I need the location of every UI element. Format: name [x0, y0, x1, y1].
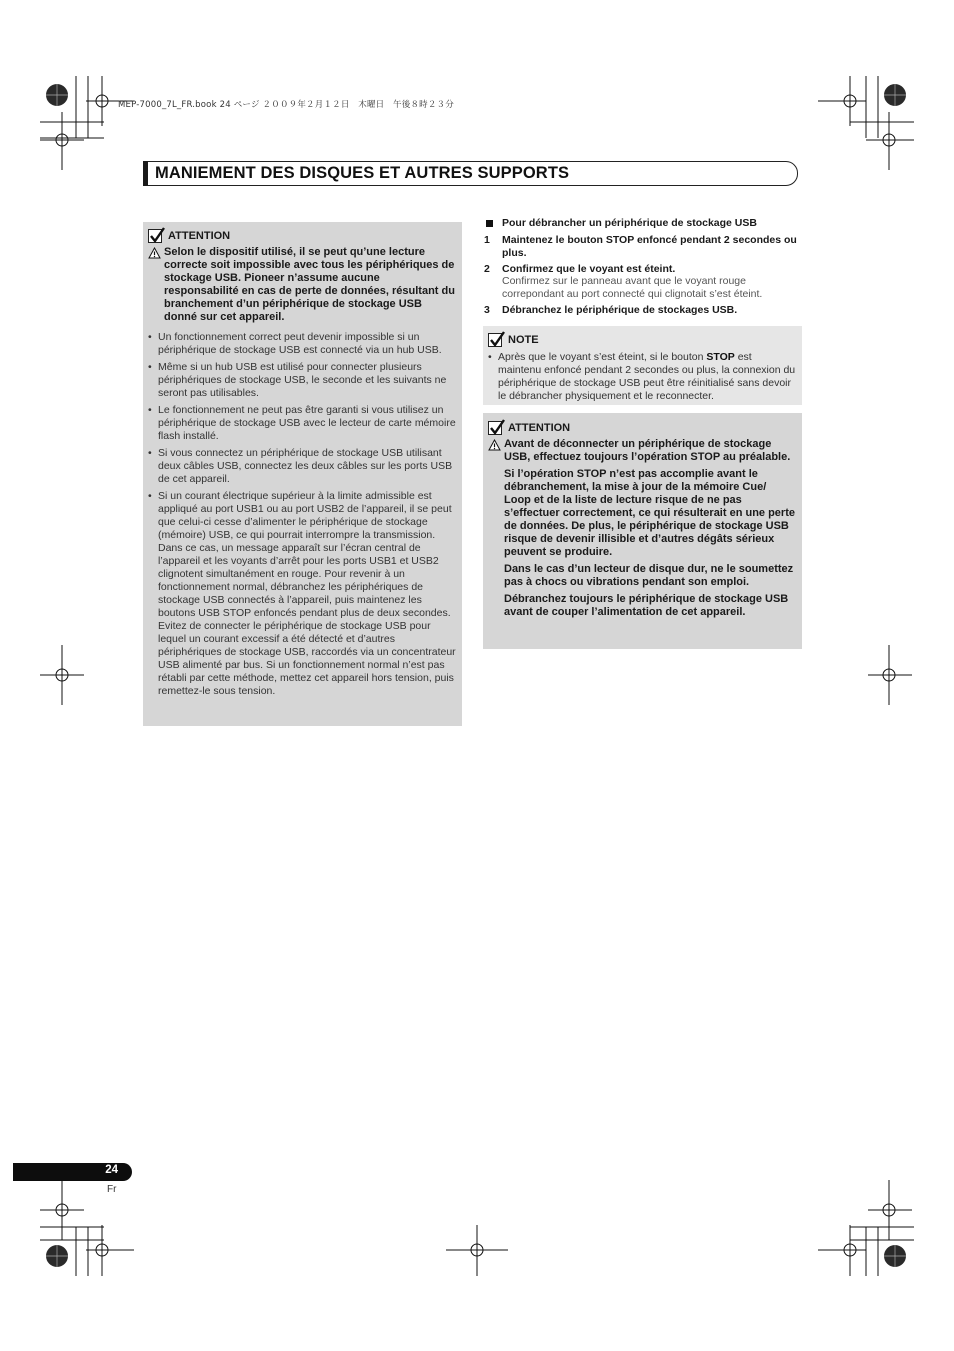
list-item: • Même si un hub USB est utilisé pour connecter plusieurs périphériques de stockage USB, le seconde et les suivants ne seront pas utilisables. [148, 361, 456, 400]
note-label: NOTE [508, 334, 539, 346]
note-heading [488, 332, 796, 348]
list-item: • Un fonctionnement correct peut devenir impossible si un périphérique de stockage USB est connecté via un hub USB. [148, 331, 456, 357]
step-text: Débranchez le périphérique de stockages USB. [502, 303, 738, 316]
warning-triangle-icon [488, 438, 504, 622]
attention-warning: Selon le dispositif utilisé, il se peut qu’une lecture correcte soit impossible avec tous les périphériques de stockage USB. Pioneer n’assume aucune responsabilité en cas de perte de données, résultant du branchement d’un périphérique de stockage USB donné sur cet appareil. [164, 246, 455, 323]
step-number: 1 [484, 234, 490, 246]
check-icon [488, 333, 502, 347]
right-column [484, 217, 802, 320]
page-title-bar [143, 161, 798, 186]
list-item: • Si un courant électrique supérieur à la limite admissible est appliqué au port USB1 ou au port USB2 de l’appareil, il se peut que celui-ci cesse d’alimenter le périphérique de stockage (mémoire) USB, ce qui pourrait interrompre la transmission. Dans ce cas, un message apparaît sur l’écran central de l’appareil et les voyants d’arrêt pour les ports USB1 et USB2 clignotent simultanément en rouge. Pour revenir à un fonctionnement normal, débranchez les périphériques de stockage USB connectés à l’appareil, puis maintenez les boutons USB STOP enfoncés pendant plus de deux secondes. Evitez de connecter le périphérique de stockage USB pour lequel un courant excessif a été détecté et d’autres périphériques de stockage USB, raccordés via un concentrateur USB alimenté par bus. Si un fonctionnement normal n’est pas rétabli par cette méthode, mettez cet appareil hors tension, puis remettez-le sous tension. [148, 490, 456, 698]
step-text: Maintenez le bouton STOP enfoncé pendant 2 secondes ou plus. [502, 234, 797, 259]
page-number: 24 [105, 1164, 118, 1176]
step-text: Confirmez que le voyant est éteint. [502, 262, 676, 275]
attention-paragraph: Dans le cas d’un lecteur de disque dur, ne le soumettez pas à chocs ou vibrations pendant son emploi. [504, 563, 794, 588]
check-icon [148, 229, 162, 243]
attention-paragraph: Avant de déconnecter un périphérique de stockage USB, effectuez toujours l’opération STOP au préalable. [504, 438, 791, 463]
right-attention-box [483, 413, 802, 649]
note-box [483, 326, 802, 405]
attention-heading [148, 228, 456, 244]
attention-heading [488, 420, 796, 436]
language-label: Fr [107, 1184, 117, 1195]
step-item [484, 263, 802, 301]
attention-label: ATTENTION [168, 230, 231, 242]
step-subtext: Confirmez sur le panneau avant que le voyant rouge correpondant au port connecté qui clignotait s’est éteint. [502, 275, 763, 301]
attention-label: ATTENTION [508, 422, 571, 434]
attention-paragraph: Débranchez toujours le périphérique de stockage USB avant de couper l’alimentation de cet appareil. [504, 593, 789, 618]
step-item [484, 234, 802, 260]
step-number: 3 [484, 303, 490, 316]
attention-paragraph: Si l’opération STOP n’est pas accomplie avant le débranchement, la mise à jour de la mémoire Cue/ Loop et de la liste de lecture risque de ne pas s’effectuer correctement, ce qui résulterait en une perte de données. De plus, le périphérique de stockage USB risque de devenir illisible et d’autres dégâts sérieux peuvent se produire. [504, 468, 795, 558]
step-number: 2 [484, 262, 490, 275]
check-icon [488, 421, 502, 435]
page-number-pill [13, 1163, 132, 1181]
book-header-meta: MEP-7000_7L_FR.book 24 ページ ２００９年２月１２日 木曜日 午後８時２３分 [118, 100, 454, 110]
attention-bullets [148, 331, 456, 698]
list-item: • Si vous connectez un périphérique de stockage USB utilisant deux câbles USB, connectez les deux câbles sur les ports USB de cet appareil. [148, 447, 456, 486]
note-list [488, 351, 796, 403]
left-attention-box [143, 222, 462, 726]
square-bullet-icon [486, 220, 493, 227]
list-item: • Le fonctionnement ne peut pas être garanti si vous utilisez un périphérique de stockage USB avec le lecteur de carte mémoire flash installé. [148, 404, 456, 443]
title-tab [143, 161, 148, 186]
section-title [484, 217, 802, 229]
step-item [484, 304, 802, 317]
warning-triangle-icon [148, 246, 164, 327]
page-title: MANIEMENT DES DISQUES ET AUTRES SUPPORTS [155, 164, 570, 182]
section-title-text: Pour débrancher un périphérique de stockage USB [502, 217, 757, 229]
steps-list [484, 234, 802, 317]
note-text: • Après que le voyant s’est éteint, si le bouton STOP est maintenu enfoncé pendant 2 secondes ou plus, la connexion du périphérique de stockage USB peut être réinitialisé sans devoir le débrancher physiquement et le reconnecter. [488, 351, 796, 403]
